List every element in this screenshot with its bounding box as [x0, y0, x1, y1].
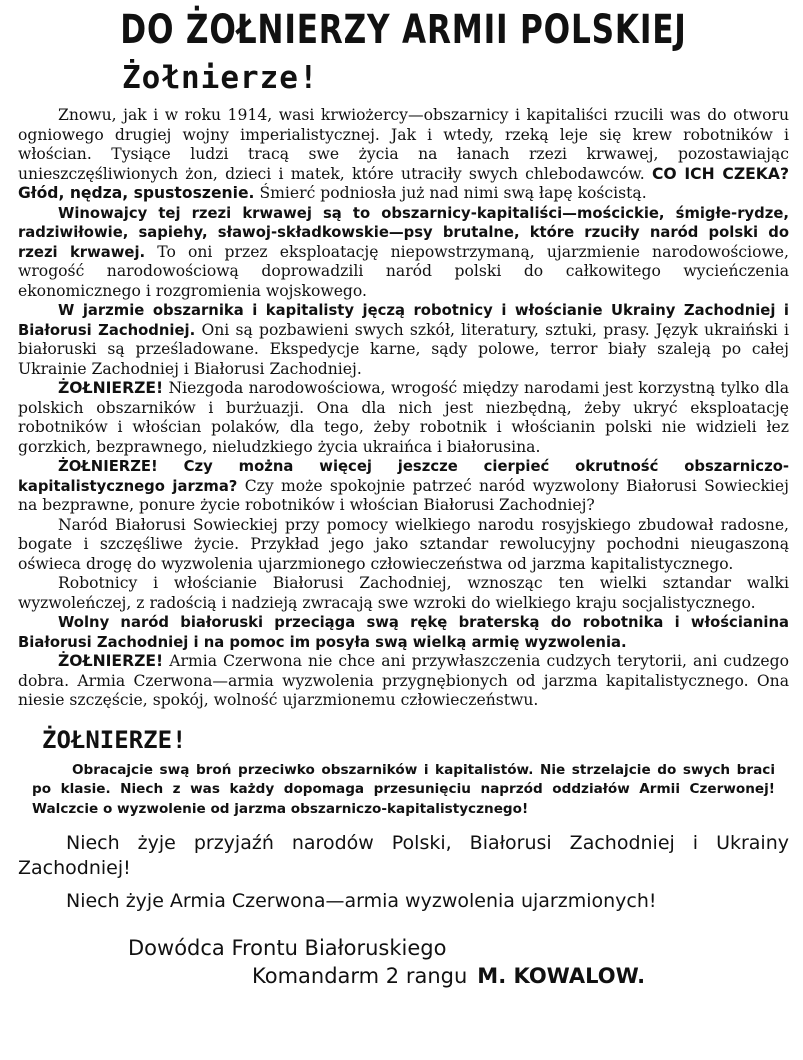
paragraph-1-text: Znowu, jak i w roku 1914, wasi krwiożercy—obszarnicy i kapitaliści rzucili was do otworu ogniowego drugiej wojny imperialistycznej. Jak i wtedy, rzeką leje się krew robotników i włościan. Tysiące ludzi tracą swe życia na łanach rzezi krwawej, pozostawiając unieszczęśliwionych żon, dzieci i matek, które utraciły swych chlebodawców. — [18, 106, 789, 183]
signature-block — [18, 934, 789, 990]
paragraph-3-text: Oni są pozbawieni swych szkół, literatury, sztuki, prasy. Język ukraiński i białoruski są prześladowane. Ekspedycje karne, sądy polowe, terror biały szaleją po całej Ukrainie Zachodniej i Białorusi Zachodniej. — [18, 320, 789, 378]
signature-position: Dowódca Frontu Białoruskiego — [128, 936, 447, 960]
paragraph-4-text: Niezgoda narodowościowa, wrogość między narodami jest korzystną tylko dla polskich obszarników i burżuazji. Ona dla nich jest niezbędną, żeby ukryć eksploatację robotników i włościan polaków, dla tego, żeby robotnik i włościanin polski nie widzieli łez gorzkich, bezprawnego, nieludzkiego życia ukraińca i białorusina. — [18, 379, 789, 456]
salutation: Żołnierze! — [122, 60, 319, 96]
leaflet-body — [18, 106, 789, 711]
paragraph-9 — [18, 652, 789, 711]
paragraph-3-emphasis: W jarzmie obszarnika i kapitalisty jęczą robotnicy i włościanie Ukrainy Zachodniej i Białorusi Zachodniej. — [18, 302, 789, 339]
paragraph-2-emphasis: Winowajcy tej rzezi krwawej są to obszarnicy-kapitaliści—mościckie, śmigłe-rydze, radziwiłowie, sapiehy, sławoj-składkowskie—psy brutalne, które rzuciły naród polski do rzezi krwawej. — [18, 204, 789, 261]
paragraph-8 — [18, 613, 789, 652]
paragraph-5 — [18, 457, 789, 516]
paragraph-5-text: Czy może spokojnie patrzeć naród wyzwolony Białorusi Sowieckiej na bezprawne, ponure życie robotników i włościan Białorusi Zachodniej? — [18, 476, 789, 514]
signature-rank-line — [252, 962, 789, 990]
paragraph-3 — [18, 301, 789, 379]
paragraph-5-emphasis: ŻOŁNIERZE! Czy można więcej jeszcze cierpieć okrutność obszarniczo-kapitalistycznego jarzma? — [18, 458, 789, 495]
slogan-friendship: Niech żyje przyjaźń narodów Polski, Białorusi Zachodniej i Ukrainy Zachodniej! — [18, 832, 789, 879]
paragraph-2 — [18, 204, 789, 302]
signature-name: M. KOWALOW. — [477, 964, 646, 988]
paragraph-1-emphasis: CO ICH CZEKA? Głód, nędza, spustoszenie. — [18, 164, 789, 202]
paragraph-4-emphasis: ŻOŁNIERZE! — [58, 379, 164, 397]
paragraph-1 — [18, 106, 789, 204]
paragraph-6 — [18, 516, 789, 575]
salutation-2: ŻOŁNIERZE! — [42, 725, 187, 754]
paragraph-7 — [18, 574, 789, 613]
paragraph-7-text: Robotnicy i włościanie Białorusi Zachodniej, wznosząc ten wielki sztandar walki wyzwoleńczej, z radością i nadzieją zwracają swe wzroki do wielkiego kraju socjalistycznego. — [18, 574, 789, 612]
signature-rank: Komandarm 2 rangu — [252, 964, 468, 988]
paragraph-4 — [18, 379, 789, 457]
paragraph-8-emphasis: Wolny naród białoruski przeciąga swą rękę braterską do robotnika i włościanina Białorusi Zachodniej i na pomoc im posyła swą wielką armię wyzwolenia. — [18, 614, 789, 651]
paragraph-9-text: Armia Czerwona nie chce ani przywłaszczenia cudzych terytorii, ani cudzego dobra. Armia Czerwona—armia wyzwolenia przygnębionych od jarzma kapitalistycznego. Ona niesie szczęście, spokój, wolność ujarzmionemu człowieczeństwu. — [18, 652, 789, 709]
paragraph-1-text-end: Śmierć podniosła już nad nimi swą łapę kościstą. — [254, 184, 647, 202]
paragraph-6-text: Naród Białorusi Sowieckiej przy pomocy wielkiego narodu rosyjskiego zbudował radosne, bogate i szczęśliwe życie. Przykład jego jako sztandar rewolucyjny pochodni nieugaszoną oświeca drogę do wyzwolenia ujarzmionego człowieczeństwa od jarzma kapitalistycznego. — [18, 515, 789, 573]
paragraph-9-emphasis: ŻOŁNIERZE! — [58, 652, 164, 670]
appeal-paragraph: Obracajcie swą broń przeciwko obszarników i kapitalistów. Nie strzelajcie do swych braci po klasie. Niech z was każdy dopomaga przesunięciu naprzód oddziałów Armii Czerwonej! Walczcie o wyzwolenie od jarzma obszarniczo-kapitalistycznego! — [32, 761, 775, 817]
slogan-red-army: Niech żyje Armia Czerwona—armia wyzwolenia ujarzmionych! — [66, 890, 657, 912]
paragraph-2-text: To oni przez eksploatację niepowstrzymaną, ujarzmienie narodowościowe, wrogość narodowościową doprowadzili naród polski do całkowitego wycieńczenia ekonomicznego i rozgromienia wojskowego. — [18, 242, 789, 300]
leaflet-title: DO ŻOŁNIERZY ARMII POLSKIEJ — [120, 7, 687, 53]
